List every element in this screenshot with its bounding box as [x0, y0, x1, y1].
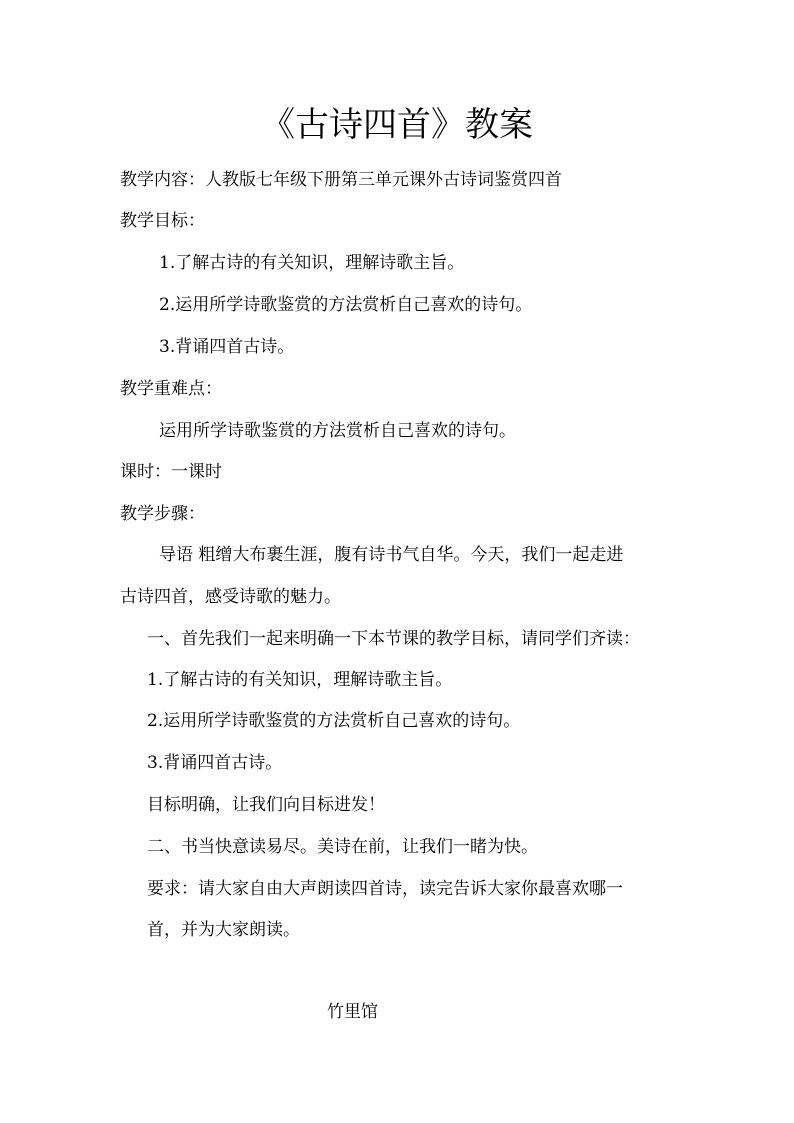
- step1-goal-1: 1.了解古诗的有关知识，理解诗歌主旨。: [147, 670, 453, 690]
- goal-item-1: 1.了解古诗的有关知识，理解诗歌主旨。: [159, 253, 465, 273]
- intro-line-1: 导语 粗缯大布裹生涯，腹有诗书气自华。今天，我们一起走进: [159, 545, 624, 565]
- goals-heading: 教学目标：: [120, 211, 205, 231]
- step1-goal-3: 3.背诵四首古诗。: [147, 753, 283, 773]
- document-title: 《古诗四首》教案: [261, 105, 533, 145]
- footer-poem-title: 竹里馆: [327, 1002, 378, 1022]
- step1-goal-2: 2.运用所学诗歌鉴赏的方法赏析自己喜欢的诗句。: [147, 711, 521, 731]
- teaching-content-line: 教学内容：人教版七年级下册第三单元课外古诗词鉴赏四首: [120, 170, 562, 190]
- key-points-heading: 教学重难点：: [120, 379, 222, 399]
- key-points-text: 运用所学诗歌鉴赏的方法赏析自己喜欢的诗句。: [159, 421, 516, 441]
- intro-line-2: 古诗四首，感受诗歌的魅力。: [120, 587, 341, 607]
- goal-item-3: 3.背诵四首古诗。: [159, 337, 295, 357]
- goal-item-2: 2.运用所学诗歌鉴赏的方法赏析自己喜欢的诗句。: [159, 295, 533, 315]
- step2-line: 二、书当快意读易尽。美诗在前，让我们一睹为快。: [147, 837, 538, 857]
- requirement-line-2: 首，并为大家朗读。: [147, 920, 300, 940]
- step1-line: 一、首先我们一起来明确一下本节课的教学目标，请同学们齐读：: [147, 629, 640, 649]
- class-hours-line: 课时：一课时: [120, 462, 222, 482]
- steps-heading: 教学步骤：: [120, 504, 205, 524]
- goal-clear-line: 目标明确，让我们向目标进发！: [147, 795, 385, 815]
- requirement-line-1: 要求：请大家自由大声朗读四首诗，读完告诉大家你最喜欢哪一: [147, 879, 623, 899]
